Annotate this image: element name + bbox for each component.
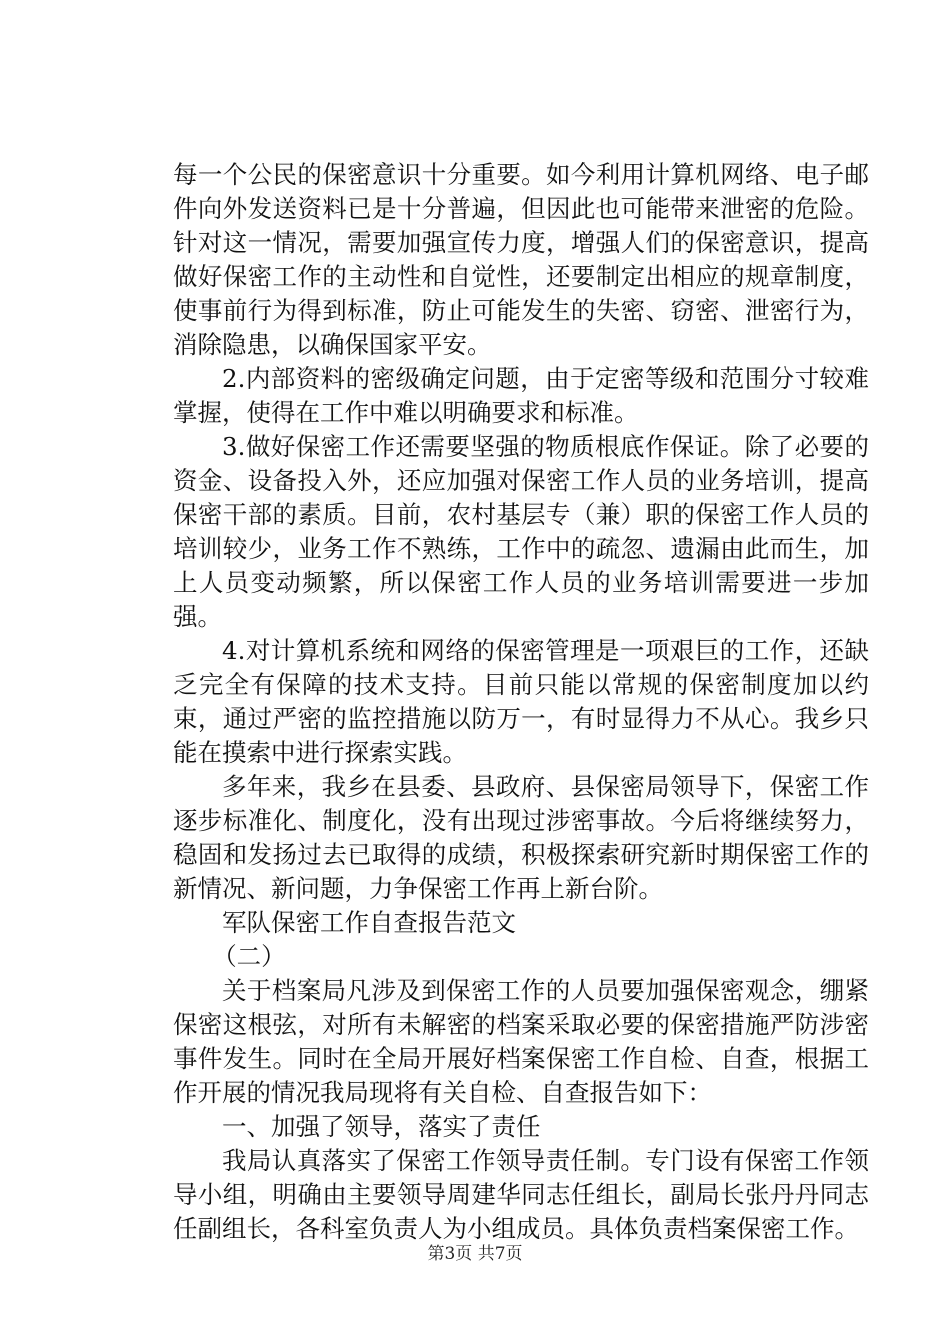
paragraph-leadership: 我局认真落实了保密工作领导责任制。专门设有保密工作领导小组，明确由主要领导周建华同志任组长，副局长张丹丹同志任副组长，各科室负责人为小组成员。具体负责档案保密工作。 (173, 1146, 869, 1243)
page-footer (0, 1244, 950, 1264)
section-title: 军队保密工作自查报告范文 (222, 908, 516, 937)
paragraph-continuation: 每一个公民的保密意识十分重要。如今利用计算机网络、电子邮件向外发送资料已是十分普遍，但因此也可能带来泄密的危险。针对这一情况，需要加强宣传力度，增强人们的保密意识，提高做好保密工作的主动性和自觉性，还要制定出相应的规章制度，使事前行为得到标准，防止可能发生的失密、窃密、泄密行为，消除隐患，以确保国家平安。 (173, 160, 869, 359)
paragraph-item-4: 4.对计算机系统和网络的保密管理是一项艰巨的工作，还缺乏完全有保障的技术支持。目前只能以常规的保密制度加以约束，通过严密的监控措施以防万一，有时显得力不从心。我乡只能在摸索中进行探索实践。 (173, 636, 869, 767)
subsection-heading: 一、加强了领导，落实了责任 (222, 1112, 541, 1141)
section-number: （二） (212, 942, 286, 971)
paragraph-item-3: 3.做好保密工作还需要坚强的物质根底作保证。除了必要的资金、设备投入外，还应加强对保密工作人员的业务培训，提高保密干部的素质。目前，农村基层专（兼）职的保密工作人员的培训较少，业务工作不熟练，工作中的疏忽、遗漏由此而生，加上人员变动频繁，所以保密工作人员的业务培训需要进一步加强。 (173, 432, 869, 631)
page-number-label: 第3页 共7页 (427, 1244, 523, 1264)
paragraph-item-2: 2.内部资料的密级确定问题，由于定密等级和范围分寸较难掌握，使得在工作中难以明确要求和标准。 (173, 364, 869, 427)
paragraph-conclusion: 多年来，我乡在县委、县政府、县保密局领导下，保密工作逐步标准化、制度化，没有出现过涉密事故。今后将继续努力，稳固和发扬过去已取得的成绩，积极探索研究新时期保密工作的新情况、新问题，力争保密工作再上新台阶。 (173, 772, 869, 903)
paragraph-intro: 关于档案局凡涉及到保密工作的人员要加强保密观念，绷紧保密这根弦，对所有未解密的档案采取必要的保密措施严防涉密事件发生。同时在全局开展好档案保密工作自检、自查，根据工作开展的情况我局现将有关自检、自查报告如下： (173, 976, 869, 1107)
document-body (173, 158, 869, 1246)
